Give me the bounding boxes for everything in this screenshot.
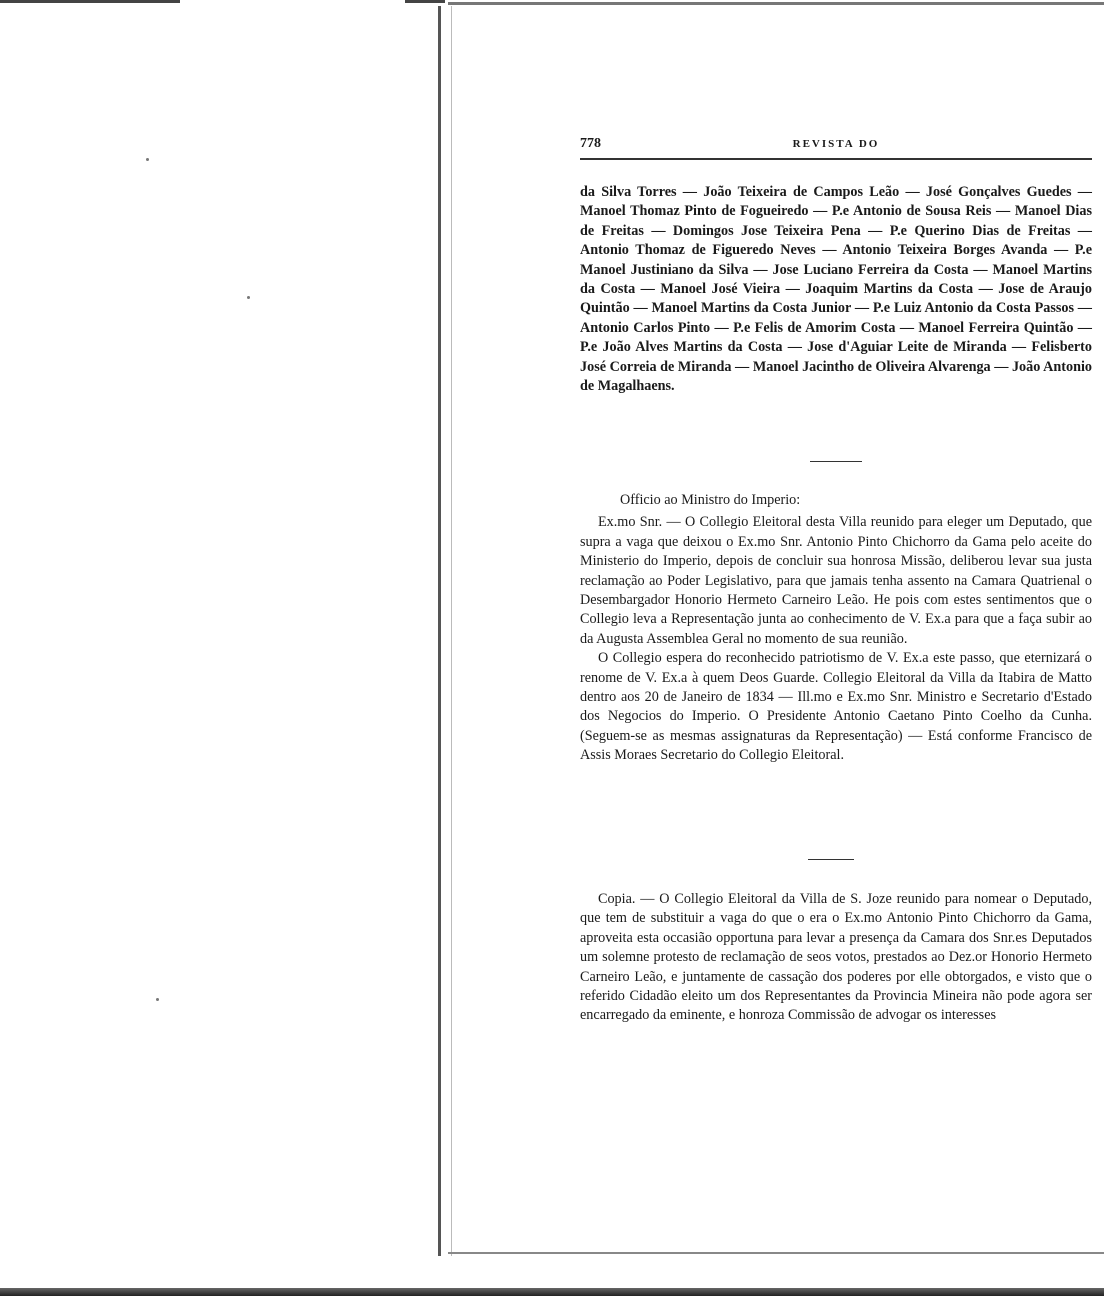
section-separator (808, 859, 854, 860)
officio-paragraph-2: O Collegio espera do reconhecido patriotismo de V. Ex.a este passo, que eternizará o renome de V. Ex.a à quem Deos Guarde. Collegio Eleitoral da Villa da Itabira de Matto dentro aos 20 de Janeiro de 1834 — Ill.mo e Ex.mo Snr. Ministro e Secretario d'Estado dos Negocios do Imperio. O Presidente Antonio Caetano Pinto Coelho da Cunha. (Seguem-se as mesmas assignaturas da Representação) — Está conforme Francisco de Assis Moraes Secretario do Collegio Eleitoral. (580, 650, 1092, 764)
scan-speck (156, 998, 159, 1001)
officio-heading: Officio ao Ministro do Imperio: (620, 492, 801, 508)
copia-paragraph: Copia. — O Collegio Eleitoral da Villa de S. Joze reunido para nomear o Deputado, que tem de substituir a vaga do que o era o Ex.mo Antonio Pinto Chichorro da Gama, aproveita esta occasião opportuna para levar a presença da Camara dos Snr.es Deputados um solemne protesto de reclamação de seos votos, prestados ao Dez.or Honorio Hermeto Carneiro Leão, e juntamente de cassação dos poderes por elle obtorgados, e visto que o referido Cidadão eleito um dos Representantes da Provincia Mineira não pode agora ser encarregado da eminente, e honroza Commissão de advogar os interesses (580, 891, 1092, 1024)
page-top-edge (448, 2, 1104, 5)
page-number: 778 (580, 136, 601, 151)
scan-bottom-edge (0, 1288, 1104, 1296)
page-bottom-edge (448, 1252, 1104, 1254)
running-head (580, 136, 1092, 160)
section-separator (810, 461, 862, 462)
scan-speck (146, 158, 149, 161)
book-spine (438, 6, 452, 1256)
officio-paragraph-1: Ex.mo Snr. — O Collegio Eleitoral desta Villa reunido para eleger um Deputado, que supra a vaga que deixou o Ex.mo Snr. Antonio Pinto Chichorro da Gama pelo aceite do Ministerio do Imperio, depois de concluir sua honrosa Missão, deliberou levar sua justa reclamação ao Poder Legislativo, para que jamais tenha assento na Camara Quatrienal o Desembargador Honorio Hermeto Carneiro Leão. He pois com estes sentimentos que o Collegio leva a Representação junta ao conhecimento de V. Ex.a para que a faça subir ao da Augusta Assemblea Geral no momento de sua reunião. (580, 514, 1092, 647)
signatures-block (580, 183, 1092, 396)
signatures-paragraph: da Silva Torres — João Teixeira de Campos Leão — José Gonçalves Guedes — Manoel Thomaz Pinto de Fogueiredo — P.e Antonio de Sousa Reis — Manoel Dias de Freitas — Domingos Jose Teixeira Pena — P.e Querino Dias de Freitas — Antonio Thomaz de Figueredo Neves — Antonio Teixeira Borges Avanda — P.e Manoel Justiniano da Silva — Jose Luciano Ferreira da Costa — Manoel Martins da Costa — Manoel José Vieira — Joaquim Martins da Costa — Jose de Araujo Quintão — Manoel Martins da Costa Junior — P.e Luiz Antonio da Costa Passos — Antonio Carlos Pinto — P.e Felis de Amorim Costa — Manoel Ferreira Quintão — P.e João Alves Martins da Costa — Jose d'Aguiar Leite de Miranda — Felisberto José Correia de Miranda — Manoel Jacintho de Oliveira Alvarenga — João Antonio de Magalhaens. (580, 184, 1092, 395)
scan-top-edge-left (0, 0, 180, 3)
officio-block (580, 491, 1092, 766)
running-title: REVISTA DO (792, 138, 880, 150)
copia-block (580, 890, 1092, 1026)
scan-speck (247, 296, 250, 299)
scan-top-edge-mid (405, 0, 445, 3)
